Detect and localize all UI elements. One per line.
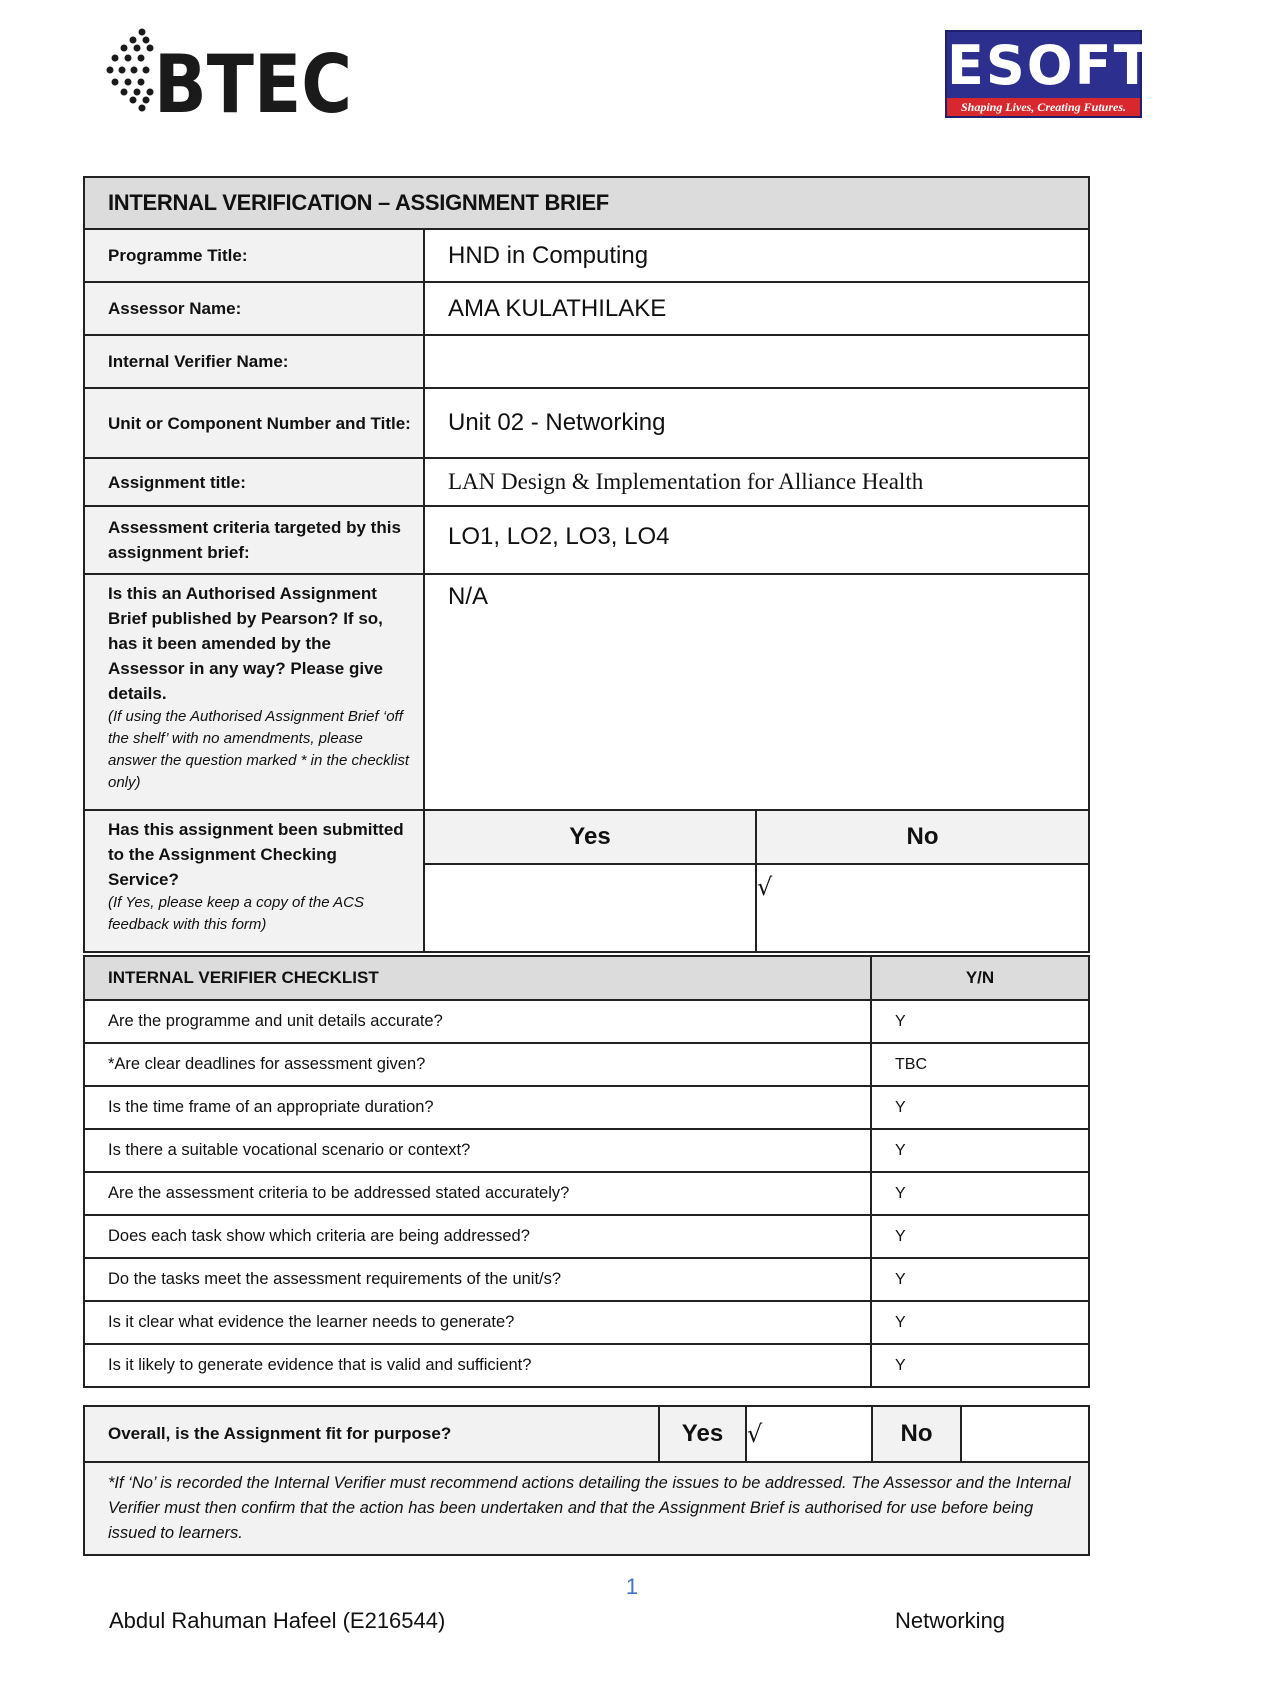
acs-no-header: No	[756, 810, 1089, 864]
table-row	[84, 1301, 1089, 1344]
assessor-name-value: AMA KULATHILAKE	[424, 282, 1089, 335]
footer-subject: Networking	[895, 1608, 1006, 1633]
checklist-question: Are the programme and unit details accurate?	[84, 1000, 871, 1043]
internal-verifier-checklist	[83, 955, 1090, 1388]
acs-label: Has this assignment been submitted to the Assignment Checking Service?	[108, 820, 404, 889]
acs-yes-cell	[424, 864, 756, 952]
overall-fit-table	[83, 1405, 1090, 1556]
checklist-question: Are the assessment criteria to be addressed stated accurately?	[84, 1172, 871, 1215]
unit-title-value: Unit 02 - Networking	[424, 388, 1089, 458]
authorised-brief-label: Is this an Authorised Assignment Brief published by Pearson? If so, has it been amended by the Assessor in any way? Please give details.	[108, 584, 383, 703]
table-row	[84, 1129, 1089, 1172]
overall-fit-label: Overall, is the Assignment fit for purpose?	[84, 1406, 659, 1462]
table-row	[84, 1086, 1089, 1129]
checklist-header: INTERNAL VERIFIER CHECKLIST	[84, 956, 871, 1000]
internal-verifier-name-value	[424, 335, 1089, 388]
checklist-question: Does each task show which criteria are being addressed?	[84, 1215, 871, 1258]
checklist-answer: Y	[871, 1000, 1089, 1043]
authorised-brief-label-cell	[84, 574, 424, 810]
btec-logo	[106, 26, 356, 131]
assessment-criteria-label: Assessment criteria targeted by this assignment brief:	[84, 506, 424, 574]
acs-yes-header: Yes	[424, 810, 756, 864]
footer-author: Abdul Rahuman Hafeel (E216544)	[109, 1608, 446, 1633]
assessment-criteria-value: LO1, LO2, LO3, LO4	[424, 506, 1089, 574]
checklist-yn-header: Y/N	[871, 956, 1089, 1000]
programme-title-label: Programme Title:	[84, 229, 424, 282]
overall-yes-label: Yes	[659, 1406, 746, 1462]
acs-note: (If Yes, please keep a copy of the ACS feedback with this form)	[108, 894, 364, 933]
unit-title-label: Unit or Component Number and Title:	[84, 388, 424, 458]
acs-no-cell: √	[756, 864, 1089, 952]
checklist-answer: TBC	[871, 1043, 1089, 1086]
authorised-brief-value: N/A	[424, 574, 1089, 810]
overall-footnote: *If ‘No’ is recorded the Internal Verifier must recommend actions detailing the issues to be addressed. The Assessor and the Internal Verifier must then confirm that the action has been undertaken and that the Assignment Brief is authorised for use before being issued to learners.	[84, 1462, 1089, 1555]
table-row	[84, 1000, 1089, 1043]
table-row	[84, 1172, 1089, 1215]
checklist-question: Is it clear what evidence the learner needs to generate?	[84, 1301, 871, 1344]
btec-logo-text: BTEC	[154, 38, 352, 131]
assignment-title-value: LAN Design & Implementation for Alliance Health	[424, 458, 1089, 506]
checklist-question: Is it likely to generate evidence that is valid and sufficient?	[84, 1344, 871, 1387]
table-row	[84, 1344, 1089, 1387]
table-row	[84, 1215, 1089, 1258]
overall-yes-mark: √	[746, 1406, 872, 1462]
checklist-answer: Y	[871, 1215, 1089, 1258]
assignment-title-label: Assignment title:	[84, 458, 424, 506]
internal-verifier-name-label: Internal Verifier Name:	[84, 335, 424, 388]
esoft-logo	[945, 30, 1153, 118]
btec-logo-graphic	[106, 26, 356, 131]
checklist-question: Is there a suitable vocational scenario or context?	[84, 1129, 871, 1172]
checklist-answer: Y	[871, 1344, 1089, 1387]
checklist-answer: Y	[871, 1258, 1089, 1301]
table-row	[84, 1258, 1089, 1301]
esoft-logo-text: ESOFT	[947, 34, 1153, 97]
brief-header: INTERNAL VERIFICATION – ASSIGNMENT BRIEF	[84, 177, 1089, 229]
table-row	[84, 1043, 1089, 1086]
esoft-logo-tagline: Shaping Lives, Creating Futures.	[947, 98, 1140, 116]
overall-no-label: No	[872, 1406, 961, 1462]
authorised-brief-note: (If using the Authorised Assignment Brief ‘off the shelf’ with no amendments, please answer the question marked * in the checklist only)	[108, 708, 409, 791]
checklist-answer: Y	[871, 1086, 1089, 1129]
checklist-question: Is the time frame of an appropriate duration?	[84, 1086, 871, 1129]
programme-title-value: HND in Computing	[424, 229, 1089, 282]
overall-no-mark	[961, 1406, 1089, 1462]
checklist-answer: Y	[871, 1301, 1089, 1344]
checklist-answer: Y	[871, 1129, 1089, 1172]
checklist-question: *Are clear deadlines for assessment given?	[84, 1043, 871, 1086]
acs-label-cell	[84, 810, 424, 952]
assessor-name-label: Assessor Name:	[84, 282, 424, 335]
checklist-answer: Y	[871, 1172, 1089, 1215]
checklist-question: Do the tasks meet the assessment requirements of the unit/s?	[84, 1258, 871, 1301]
assignment-brief-table	[83, 176, 1090, 953]
page-number: 1	[625, 1574, 639, 1599]
